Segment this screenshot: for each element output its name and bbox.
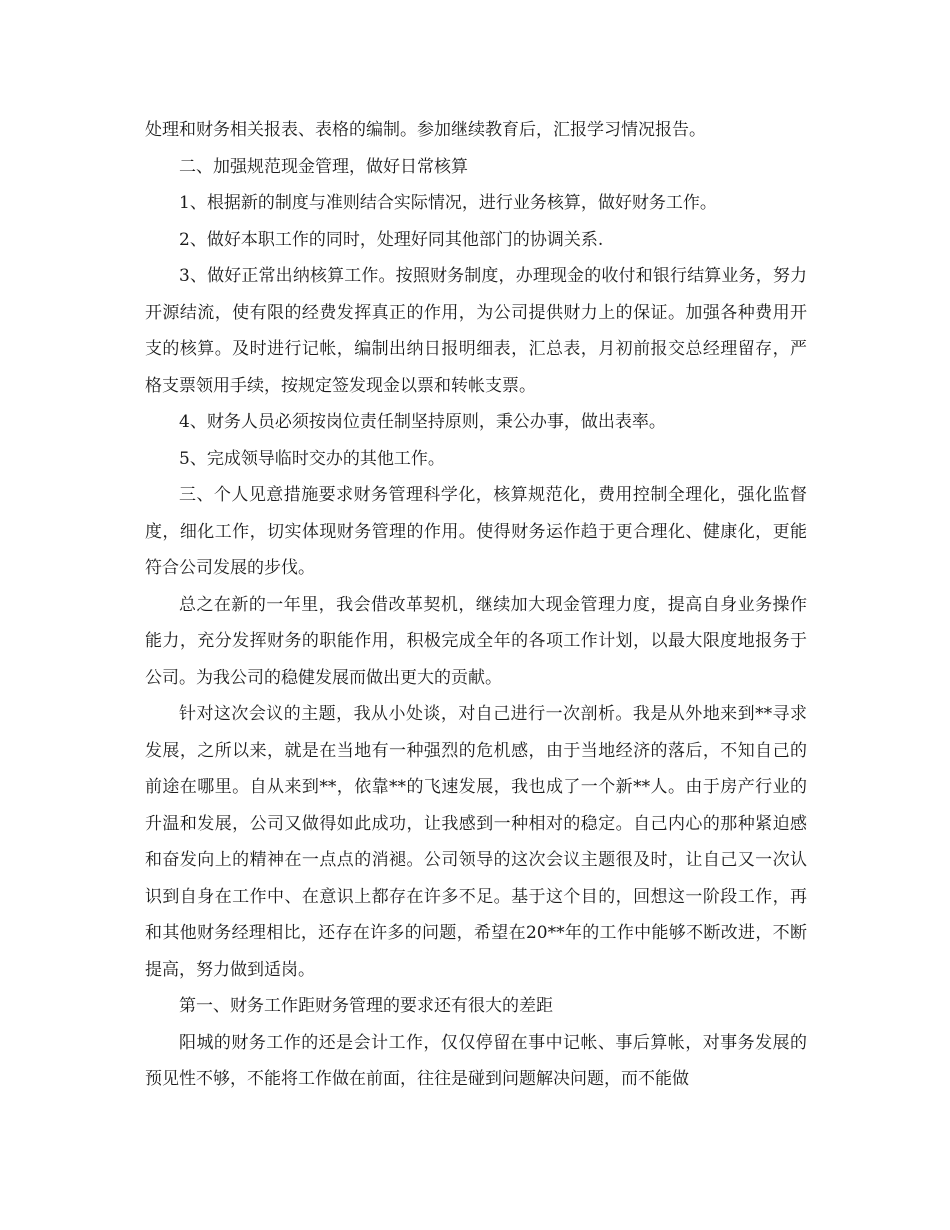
paragraph-1: 处理和财务相关报表、表格的编制。参加继续教育后，汇报学习情况报告。	[145, 120, 706, 140]
point-one-heading: 第一、财务工作距财务管理的要求还有很大的差距	[179, 996, 553, 1016]
section-heading-2: 二、加强规范现金管理，做好日常核算	[179, 156, 468, 177]
list-item-1: 1、根据新的制度与准则结合实际情况，进行业务核算，做好财务工作。	[179, 193, 717, 213]
list-item-5: 5、完成领导临时交办的其他工作。	[179, 448, 445, 469]
list-item-3: 3、做好正常出纳核算工作。按照财务制度，办理现金的收付和银行结算业务，努力开源结流，使有限的经费发挥真正的作用，为公司提供财力上的保证。加强各种费用开支的核算。及时进行记帐，编制出纳日报明细表，汇总表，月初前报交总经理留存，严格支票领用手续，按规定签发现金以票和转帐支票。	[145, 266, 807, 396]
list-item-2: 2、做好本职工作的同时，处理好同其他部门的协调关系.	[179, 229, 604, 250]
point-one-body: 阳城的财务工作的还是会计工作，仅仅停留在事中记帐、事后算帐，对事务发展的预见性不够，不能将工作做在前面，往往是碰到问题解决问题，而不能做	[145, 1032, 807, 1089]
meeting-reflection-paragraph: 针对这次会议的主题，我从小处谈，对自己进行一次剖析。我是从外地来到**寻求发展，之所以来，就是在当地有一种强烈的危机感，由于当地经济的落后，不知自己的前途在哪里。自从来到**，依靠**的飞速发展，我也成了一个新**人。由于房产行业的升温和发展，公司又做得如此成功，让我感到一种相对的稳定。自己内心的那种紧迫感和奋发向上的精神在一点点的消褪。公司领导的这次会议主题很及时，让自己又一次认识到自身在工作中、在意识上都存在许多不足。基于这个目的，回想这一阶段工作，再和其他财务经理相比，还存在许多的问题，希望在20**年的工作中能够不断改进，不断提高，努力做到适岗。	[145, 704, 807, 980]
list-item-4: 4、财务人员必须按岗位责任制坚持原则，秉公办事，做出表率。	[179, 412, 666, 432]
document-page	[145, 112, 807, 1098]
section-heading-3: 三、个人见意措施要求财务管理科学化，核算规范化，费用控制全理化，强化监督度，细化工作，切实体现财务管理的作用。使得财务运作趋于更合理化、健康化，更能符合公司发展的步伐。	[145, 485, 807, 578]
summary-paragraph: 总之在新的一年里，我会借改革契机，继续加大现金管理力度，提高自身业务操作能力，充分发挥财务的职能作用，积极完成全年的各项工作计划，以最大限度地报务于公司。为我公司的稳健发展而做出更大的贡献。	[145, 594, 807, 688]
